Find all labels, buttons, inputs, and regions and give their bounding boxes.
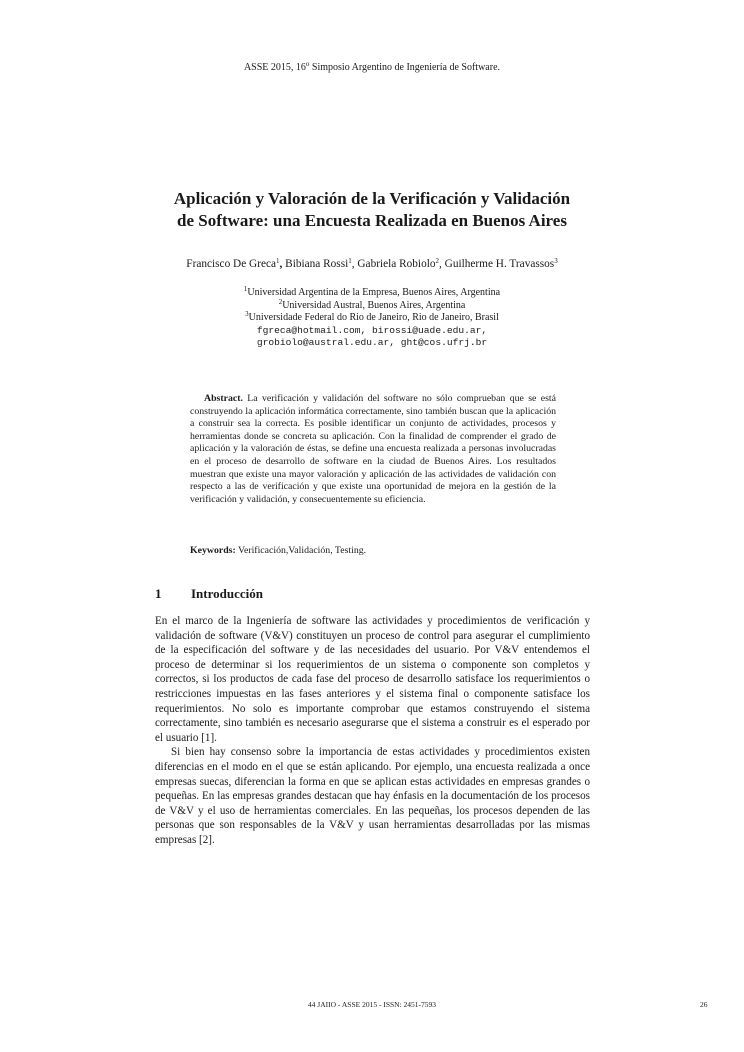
author-name: Bibiana Rossi bbox=[285, 258, 349, 270]
author-affiliation-mark: 2 bbox=[435, 257, 440, 265]
title-line-1: Aplicación y Valoración de la Verificación y Validación bbox=[173, 189, 571, 208]
email-line-1: fgreca@hotmail.com, birossi@uade.edu.ar, bbox=[256, 324, 488, 336]
header-text: ASSE 2015, 16 bbox=[243, 62, 306, 73]
affiliation-line bbox=[0, 287, 744, 300]
affiliation-text: Universidad Argentina de la Empresa, Buenos Aires, Argentina bbox=[247, 287, 501, 298]
keywords-label: Keywords: bbox=[190, 545, 236, 556]
abstract bbox=[190, 393, 556, 506]
affiliation-text: Universidade Federal do Rio de Janeiro, Rio de Janeiro, Brasil bbox=[248, 312, 499, 324]
section-title: Introducción bbox=[191, 586, 263, 601]
author-name: Francisco De Greca bbox=[186, 258, 276, 270]
email-line-2: grobiolo@austral.edu.ar, ght@cos.ufrj.br bbox=[256, 337, 488, 349]
affiliation-number: 3 bbox=[245, 310, 249, 319]
section-heading bbox=[155, 586, 263, 602]
author-affiliation-mark: 1 bbox=[348, 257, 352, 265]
author-affiliation-mark: 1 bbox=[276, 257, 280, 265]
author-name: Gabriela Robiolo bbox=[357, 258, 436, 270]
page-footer: 44 JAIIO - ASSE 2015 - ISSN: 2451-7593 bbox=[307, 1000, 437, 1009]
title-line-2: de Software: una Encuesta Realizada en Buenos Aires bbox=[177, 211, 567, 230]
paper-title bbox=[120, 188, 624, 232]
author-list: Francisco De Greca$^1$, Bibiana Rossi$^1$, Gabriela Robiolo$^2$, Guilherme H. Travassos$^3$ bbox=[186, 257, 558, 270]
header-superscript: o bbox=[305, 60, 310, 68]
author-name: Guilherme H. Travassos bbox=[444, 258, 555, 270]
affiliation-text: Universidad Austral, Buenos Aires, Argentina bbox=[282, 299, 466, 311]
affiliation-number: 2 bbox=[278, 297, 283, 306]
keywords-text: Verificación,Validación, Testing. bbox=[235, 545, 367, 556]
section-number: 1 bbox=[155, 586, 162, 601]
abstract-label: Abstract. bbox=[204, 393, 243, 404]
paragraph: En el marco de la Ingeniería de software las actividades y procedimientos de verificación y validación de software (V&V) constituyen un proceso de control para asegurar el cumplimiento de la especificación del software y de las necesidades del usuario. Por V&V entendemos el proceso de determinar si los requerimientos de un sistema o componente son completos y correctos, si los productos de cada fase del proceso de desarrollo satisface los requerimientos o restricciones impuestas en las fases anteriores y el sistema final o componente satisface los requerimientos. No solo es importante comprobar que estamos construyendo el sistema correctamente, sino también es necesario asegurarse que el sistema a construir es el esperado por el usuario [1]. bbox=[155, 615, 590, 744]
affiliation-number: 1 bbox=[243, 285, 248, 293]
affiliations bbox=[0, 287, 744, 350]
affiliation-line bbox=[0, 297, 744, 313]
abstract-text: La verificación y validación del software no sólo comprueban que se está construyendo la aplicación informática correctamente, sino también buscan que la aplicación a construir sea la correcta. Es posible identificar un conjunto de actividades, procesos y herramientas donde se concreta su aplicación. Con la finalidad de comprender el grado de aplicación y la valoración de éstas, se define una encuesta realizada a personas involucradas en el proceso de desarrollo de software en la ciudad de Buenos Aires. Los resultados muestran que existe una mayor valoración y aplicación de las actividades de validación con respecto a las de verificación y que existe una oportunidad de mejora en la gestión de la verificación y validación, y consecuentemente su eficiencia. bbox=[190, 393, 556, 505]
running-header bbox=[0, 62, 744, 73]
paragraph: Si bien hay consenso sobre la importancia de estas actividades y procedimientos existen diferencias en el modo en el que se están aplicando. Por ejemplo, una encuesta realizada a once empresas suecas, diferencian la forma en que se aplican estas actividades en empresas grandes o pequeñas. En las empresas grandes destacan que hay énfasis en la documentación de los procesos de V&V y el uso de herramientas comerciales. En las pequeñas, los procesos dependen de las personas que son responsables de la V&V y usan herramientas desarrolladas por las mismas empresas [2]. bbox=[155, 746, 590, 846]
affiliation-line bbox=[0, 312, 744, 325]
keywords bbox=[190, 545, 556, 556]
body-text bbox=[155, 614, 590, 848]
header-text-rest: Simposio Argentino de Ingeniería de Software. bbox=[309, 62, 501, 73]
author-affiliation-mark: 3 bbox=[554, 257, 558, 265]
page-number: 26 bbox=[700, 1000, 708, 1009]
